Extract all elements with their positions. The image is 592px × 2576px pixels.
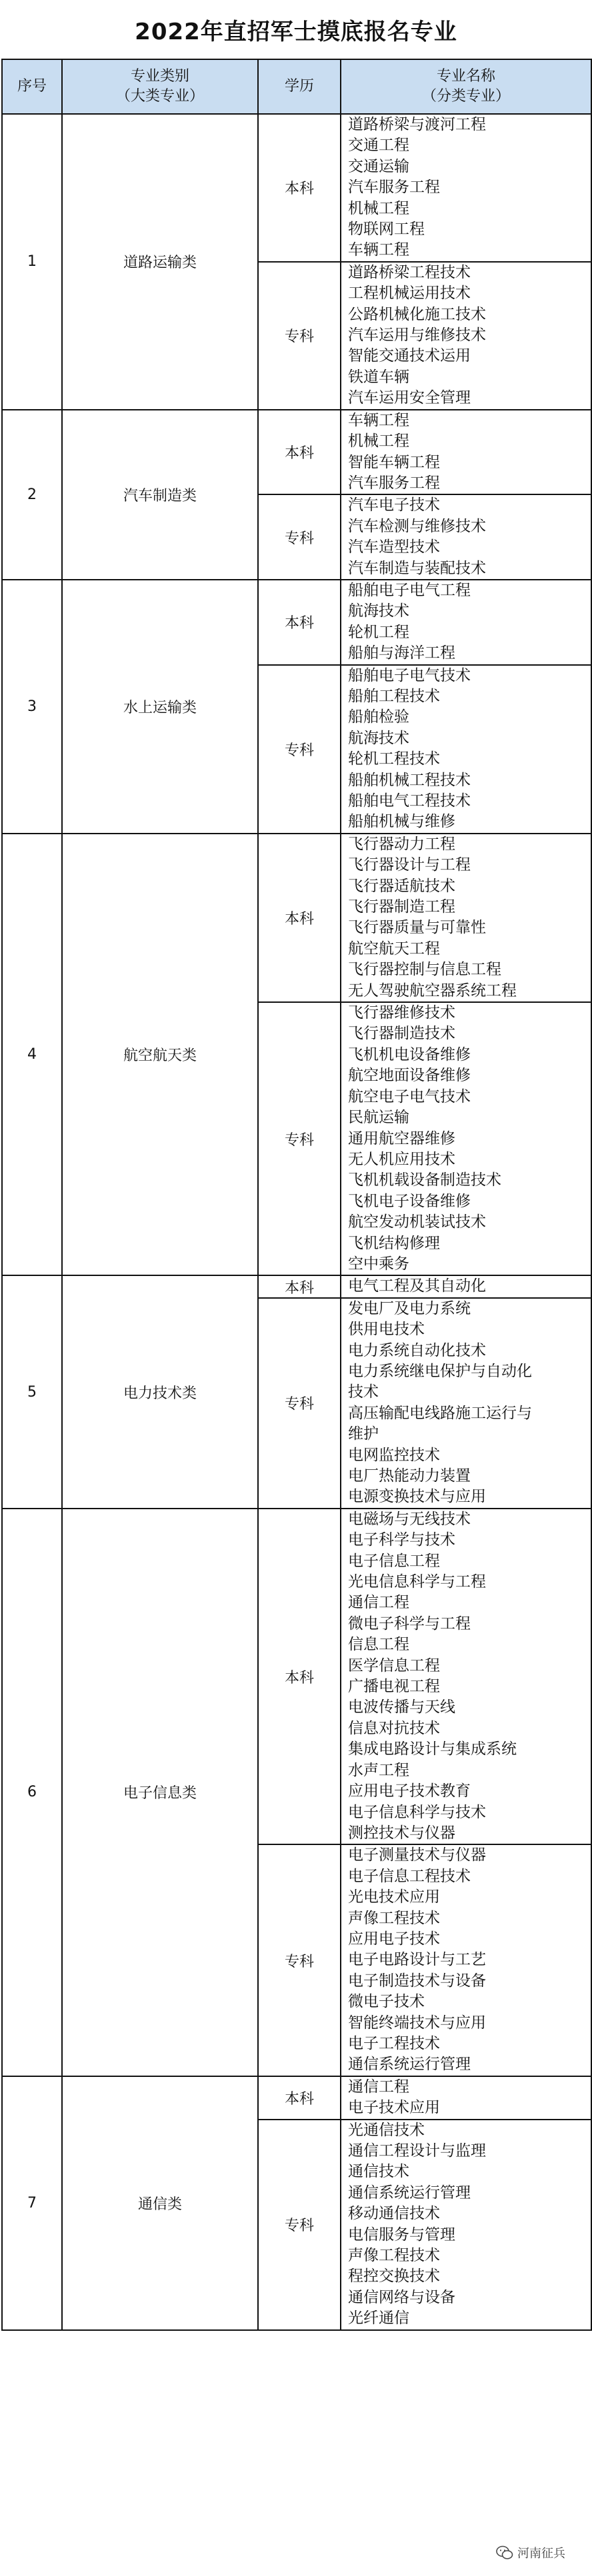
major-item: 微电子科学与工程 <box>348 1614 471 1632</box>
major-item: 电子电路设计与工艺 <box>348 1951 486 1969</box>
major-item: 汽车运用与维修技术 <box>348 326 486 344</box>
education-cell: 专科 <box>258 262 341 410</box>
major-item: 汽车制造与装配技术 <box>348 559 486 577</box>
header-education: 学历 <box>258 59 341 114</box>
watermark <box>496 2544 565 2561</box>
major-item: 交通工程 <box>348 137 409 155</box>
table-row <box>2 580 591 665</box>
major-list-cell <box>341 2120 591 2330</box>
major-item: 应用电子技术教育 <box>348 1782 471 1800</box>
major-list-cell <box>341 1509 591 1845</box>
header-major <box>341 59 591 114</box>
major-item: 通信网络与设备 <box>348 2288 455 2306</box>
major-item: 船舶电子电气技术 <box>348 666 471 684</box>
major-item: 飞行器制造工程 <box>348 898 455 916</box>
table-header-row <box>2 59 591 114</box>
major-item: 空中乘务 <box>348 1255 409 1273</box>
education-cell: 专科 <box>258 1844 341 2076</box>
major-item: 医学信息工程 <box>348 1656 440 1674</box>
major-item: 智能车辆工程 <box>348 453 440 471</box>
major-item: 高压输配电线路施工运行与 <box>348 1404 532 1422</box>
major-item: 电子信息工程 <box>348 1552 440 1570</box>
major-item: 广播电视工程 <box>348 1678 440 1696</box>
major-item: 电子技术应用 <box>348 2099 440 2117</box>
major-item: 车辆工程 <box>348 411 409 429</box>
major-item: 光电技术应用 <box>348 1888 440 1906</box>
header-major-line1: 专业名称 <box>436 68 495 85</box>
education-cell: 专科 <box>258 494 341 580</box>
major-item: 电波传播与天线 <box>348 1698 455 1716</box>
major-item: 公路机械化施工技术 <box>348 305 486 323</box>
major-list-cell <box>341 1275 591 1297</box>
education-cell: 本科 <box>258 580 341 665</box>
major-item: 电磁场与无线技术 <box>348 1510 471 1528</box>
major-item: 汽车检测与维修技术 <box>348 517 486 535</box>
education-cell: 专科 <box>258 2120 341 2330</box>
major-item: 航空航天工程 <box>348 940 440 958</box>
major-item: 交通运输 <box>348 157 409 175</box>
table-row <box>2 2076 591 2120</box>
major-list-cell <box>341 1002 591 1275</box>
major-item: 电力系统继电保护与自动化 <box>348 1362 532 1380</box>
major-item: 电气工程及其自动化 <box>348 1277 486 1295</box>
major-item: 飞机机载设备制造技术 <box>348 1171 501 1189</box>
major-item: 电子制造技术与设备 <box>348 1972 486 1990</box>
major-list-cell <box>341 665 591 834</box>
major-item: 通信系统运行管理 <box>348 2056 471 2074</box>
major-item: 物联网工程 <box>348 221 425 239</box>
major-item: 电子工程技术 <box>348 2034 440 2052</box>
major-item: 光纤通信 <box>348 2309 409 2327</box>
major-item: 电信服务与管理 <box>348 2226 455 2244</box>
header-seq: 序号 <box>2 59 62 114</box>
major-item: 发电厂及电力系统 <box>348 1299 471 1317</box>
major-item: 机械工程 <box>348 432 409 450</box>
major-item: 声像工程技术 <box>348 2247 440 2265</box>
header-category-line1: 专业类别 <box>130 68 189 85</box>
major-item: 智能交通技术运用 <box>348 347 471 365</box>
major-item: 飞机结构修理 <box>348 1234 440 1252</box>
major-item: 通信技术 <box>348 2163 409 2181</box>
major-item: 智能终端技术与应用 <box>348 2014 486 2032</box>
table-row <box>2 834 591 1002</box>
major-item: 航空发动机装试技术 <box>348 1213 486 1231</box>
major-item: 维护 <box>348 1425 379 1443</box>
major-item: 通信工程设计与监理 <box>348 2142 486 2160</box>
education-cell: 专科 <box>258 1002 341 1275</box>
watermark-text: 河南征兵 <box>517 2547 565 2561</box>
recruitment-majors-document <box>1 0 591 2331</box>
major-item: 飞行器设计与工程 <box>348 856 471 874</box>
header-category <box>62 59 258 114</box>
major-item: 船舶电气工程技术 <box>348 792 471 810</box>
major-list-cell <box>341 580 591 665</box>
category-cell: 道路运输类 <box>62 114 258 410</box>
major-item: 信息对抗技术 <box>348 1719 440 1737</box>
major-item: 技术 <box>348 1383 379 1401</box>
seq-cell: 2 <box>2 410 62 580</box>
major-item: 飞行器适航技术 <box>348 877 455 895</box>
major-item: 电子科学与技术 <box>348 1531 455 1549</box>
major-item: 船舶电子电气工程 <box>348 581 471 599</box>
education-cell: 专科 <box>258 1298 341 1509</box>
major-list-cell <box>341 834 591 1002</box>
major-item: 供用电技术 <box>348 1321 425 1339</box>
major-item: 电子测量技术与仪器 <box>348 1846 486 1864</box>
header-category-line2: （大类专业） <box>115 88 204 105</box>
major-item: 飞行器动力工程 <box>348 835 455 853</box>
table-row <box>2 1275 591 1297</box>
major-item: 飞机机电设备维修 <box>348 1045 471 1063</box>
major-item: 水声工程 <box>348 1761 409 1779</box>
major-item: 轮机工程 <box>348 623 409 641</box>
major-item: 工程机械运用技术 <box>348 285 471 303</box>
major-item: 船舶机械与维修 <box>348 813 455 831</box>
major-item: 道路桥梁与渡河工程 <box>348 116 486 133</box>
page-title: 2022年直招军士摸底报名专业 <box>135 18 457 45</box>
category-cell: 电子信息类 <box>62 1509 258 2076</box>
major-item: 电力系统自动化技术 <box>348 1341 486 1359</box>
major-item: 航海技术 <box>348 729 409 747</box>
major-item: 电子信息科学与技术 <box>348 1803 486 1821</box>
major-item: 通信工程 <box>348 1594 409 1612</box>
education-cell: 本科 <box>258 2076 341 2120</box>
major-item: 民航运输 <box>348 1109 409 1127</box>
major-item: 船舶工程技术 <box>348 687 440 705</box>
seq-cell: 7 <box>2 2076 62 2330</box>
wechat-icon <box>496 2545 513 2560</box>
major-item: 移动通信技术 <box>348 2205 440 2223</box>
category-cell: 汽车制造类 <box>62 410 258 580</box>
major-item: 汽车服务工程 <box>348 474 440 492</box>
major-item: 船舶机械工程技术 <box>348 771 471 789</box>
major-item: 微电子技术 <box>348 1993 425 2011</box>
major-item: 轮机工程技术 <box>348 750 440 768</box>
major-item: 无人机应用技术 <box>348 1150 455 1168</box>
major-item: 光电信息科学与工程 <box>348 1573 486 1591</box>
seq-cell: 3 <box>2 580 62 834</box>
table-row <box>2 114 591 262</box>
major-item: 道路桥梁工程技术 <box>348 263 471 281</box>
major-list-cell <box>341 410 591 495</box>
major-item: 飞行器维修技术 <box>348 1004 455 1022</box>
table-row <box>2 410 591 495</box>
major-item: 电厂热能动力装置 <box>348 1467 471 1485</box>
seq-cell: 5 <box>2 1275 62 1508</box>
seq-cell: 4 <box>2 834 62 1276</box>
major-item: 飞行器质量与可靠性 <box>348 919 486 937</box>
major-item: 航海技术 <box>348 602 409 620</box>
major-item: 无人驾驶航空器系统工程 <box>348 981 517 999</box>
education-cell: 本科 <box>258 1509 341 1845</box>
major-item: 飞行器控制与信息工程 <box>348 961 501 979</box>
major-list-cell <box>341 1298 591 1509</box>
major-list-cell <box>341 494 591 580</box>
seq-cell: 1 <box>2 114 62 410</box>
major-item: 通信系统运行管理 <box>348 2184 471 2202</box>
seq-cell: 6 <box>2 1509 62 2076</box>
header-major-line2: （分类专业） <box>421 88 510 105</box>
major-item: 机械工程 <box>348 199 409 217</box>
major-item: 电子信息工程技术 <box>348 1867 471 1885</box>
major-item: 飞机电子设备维修 <box>348 1192 471 1210</box>
major-list-cell <box>341 1844 591 2076</box>
major-item: 铁道车辆 <box>348 368 409 386</box>
category-cell: 航空航天类 <box>62 834 258 1276</box>
major-list-cell <box>341 262 591 410</box>
major-item: 船舶与海洋工程 <box>348 644 455 662</box>
major-item: 测控技术与仪器 <box>348 1824 455 1842</box>
education-cell: 本科 <box>258 834 341 1002</box>
major-item: 汽车服务工程 <box>348 179 440 197</box>
major-item: 电网监控技术 <box>348 1446 440 1464</box>
major-item: 光通信技术 <box>348 2121 425 2139</box>
major-item: 车辆工程 <box>348 241 409 259</box>
education-cell: 专科 <box>258 665 341 834</box>
major-item: 应用电子技术 <box>348 1930 440 1948</box>
major-item: 信息工程 <box>348 1636 409 1654</box>
major-item: 电源变换技术与应用 <box>348 1488 486 1506</box>
category-cell: 电力技术类 <box>62 1275 258 1508</box>
category-cell: 水上运输类 <box>62 580 258 834</box>
major-item: 飞行器制造技术 <box>348 1025 455 1043</box>
major-item: 船舶检验 <box>348 708 409 726</box>
education-cell: 本科 <box>258 1275 341 1297</box>
major-item: 程控交换技术 <box>348 2267 440 2285</box>
education-cell: 本科 <box>258 114 341 262</box>
majors-table <box>1 59 592 2331</box>
major-item: 集成电路设计与集成系统 <box>348 1740 517 1758</box>
major-item: 声像工程技术 <box>348 1909 440 1927</box>
major-list-cell <box>341 2076 591 2120</box>
major-item: 航空地面设备维修 <box>348 1067 471 1085</box>
major-item: 汽车运用安全管理 <box>348 389 471 407</box>
major-item: 汽车电子技术 <box>348 496 440 514</box>
education-cell: 本科 <box>258 410 341 495</box>
major-item: 通用航空器维修 <box>348 1129 455 1147</box>
major-item: 汽车造型技术 <box>348 538 440 556</box>
major-item: 通信工程 <box>348 2078 409 2096</box>
table-row <box>2 1509 591 1845</box>
major-list-cell <box>341 114 591 262</box>
category-cell: 通信类 <box>62 2076 258 2330</box>
major-item: 航空电子电气技术 <box>348 1087 471 1105</box>
